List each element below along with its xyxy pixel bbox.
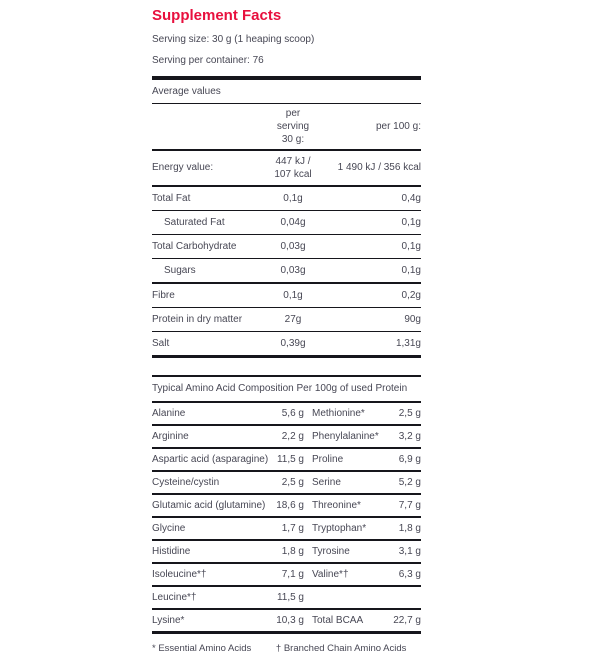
amino-name: Valine*† [312, 568, 349, 580]
energy-per-serving-value [253, 155, 333, 181]
amino-value: 5,2 g [398, 476, 421, 488]
nutrient-per-100g-value: 90g [404, 313, 421, 325]
amino-pair-right [312, 477, 421, 489]
nutrient-per-serving-value: 0,1g [283, 289, 303, 301]
amino-value: 3,1 g [398, 545, 421, 557]
amino-value: 7,7 g [398, 499, 421, 511]
average-values-row [152, 80, 421, 104]
amino-pair-left [152, 569, 304, 581]
amino-pair-right [312, 569, 421, 581]
amino-pair-left [152, 431, 304, 443]
nutrient-label: Total Fat [152, 192, 191, 204]
nutrient-label: Salt [152, 337, 170, 349]
nutrient-per-100g-value: 0,2g [401, 289, 421, 301]
amino-pair-left [152, 454, 304, 466]
amino-pair-left [152, 523, 304, 535]
per-serving-header-line2: serving [276, 121, 310, 132]
amino-name: Lysine* [152, 614, 185, 626]
amino-name: Methionine* [312, 407, 365, 419]
nutrient-label: Sugars [164, 264, 196, 276]
amino-value: 1,7 g [281, 522, 304, 534]
amino-row-glutamic-threonine [152, 495, 421, 518]
amino-pair-right [312, 500, 421, 512]
serving-per-container-text: Serving per container: 76 [152, 55, 264, 66]
amino-row-leucine [152, 587, 421, 610]
energy-per-serving-line2: 107 kcal [274, 169, 312, 180]
footnotes [152, 643, 421, 655]
nutrient-per-serving-value: 0,03g [280, 264, 306, 276]
amino-name: Proline [312, 453, 344, 465]
amino-value: 2,2 g [281, 430, 304, 442]
amino-value: 1,8 g [281, 545, 304, 557]
amino-pair-right [312, 615, 421, 627]
amino-value: 3,2 g [398, 430, 421, 442]
amino-name: Cysteine/cystin [152, 476, 220, 488]
amino-pair-right [312, 523, 421, 535]
nutrient-label: Saturated Fat [164, 216, 225, 228]
nutrient-per-serving-value: 0,1g [283, 192, 303, 204]
nutrient-row-sugars [152, 259, 421, 284]
amino-pair-right [312, 454, 421, 466]
page-title: Supplement Facts [152, 7, 282, 24]
amino-row-glycine-tryptophan [152, 518, 421, 541]
nutrient-per-serving-value: 27g [284, 313, 302, 325]
amino-pair-right [312, 408, 421, 420]
nutrient-row-saturated-fat [152, 211, 421, 235]
section-spacer [152, 358, 421, 375]
amino-value: 1,8 g [398, 522, 421, 534]
amino-name: Threonine* [312, 499, 361, 511]
footnote-bcaa: † Branched Chain Amino Acids [275, 643, 407, 654]
amino-pair-left [152, 592, 304, 604]
amino-pair-left [152, 408, 304, 420]
amino-pair-right [312, 546, 421, 558]
nutrient-row-total-carbohydrate [152, 235, 421, 259]
amino-section-heading: Typical Amino Acid Composition Per 100g of used Protein [152, 383, 408, 394]
per-serving-column-header [253, 104, 333, 149]
amino-value: 6,9 g [398, 453, 421, 465]
per-serving-header-line3: 30 g: [281, 134, 305, 145]
amino-name: Tryptophan* [312, 522, 367, 534]
average-values-label: Average values [152, 86, 221, 97]
nutrient-label: Total Carbohydrate [152, 240, 237, 252]
amino-row-aspartic-proline [152, 449, 421, 472]
nutrient-row-total-fat [152, 187, 421, 211]
serving-size-text: Serving size: 30 g (1 heaping scoop) [152, 34, 315, 45]
amino-pair-left [152, 500, 304, 512]
amino-pair-right [312, 431, 421, 443]
amino-row-cysteine-serine [152, 472, 421, 495]
nutrient-row-fibre [152, 284, 421, 308]
amino-name: Isoleucine*† [152, 568, 207, 580]
per-100g-column-header: per 100 g: [375, 120, 421, 132]
nutrient-per-100g-value: 0,4g [401, 192, 421, 204]
footnote-essential: * Essential Amino Acids [152, 643, 252, 654]
amino-value: 2,5 g [281, 476, 304, 488]
amino-value: 6,3 g [398, 568, 421, 580]
amino-row-lysine-total-bcaa [152, 610, 421, 634]
nutrient-label: Protein in dry matter [152, 313, 243, 325]
amino-row-alanine-methionine [152, 403, 421, 426]
amino-value: 18,6 g [276, 499, 304, 511]
amino-row-histidine-tyrosine [152, 541, 421, 564]
amino-row-isoleucine-valine [152, 564, 421, 587]
amino-name: Histidine [152, 545, 191, 557]
amino-name: Total BCAA [312, 614, 364, 626]
nutrient-per-serving-value: 0,39g [280, 337, 306, 349]
amino-name: Alanine [152, 407, 186, 419]
amino-name: Aspartic acid (asparagine) [152, 453, 269, 465]
nutrient-row-protein [152, 308, 421, 332]
amino-pair-left [152, 477, 304, 489]
nutrient-row-salt [152, 332, 421, 358]
amino-value: 2,5 g [398, 407, 421, 419]
nutrient-per-100g-value: 1,31g [395, 337, 421, 349]
amino-name: Leucine*† [152, 591, 197, 603]
nutrient-label: Fibre [152, 289, 175, 301]
column-header-row [152, 104, 421, 151]
amino-value: 7,1 g [281, 568, 304, 580]
energy-per-serving-line1: 447 kJ / [275, 156, 311, 167]
nutrient-per-100g-value: 0,1g [401, 216, 421, 228]
amino-pair-left [152, 615, 304, 627]
amino-value: 11,5 g [276, 453, 304, 465]
amino-pair-left [152, 546, 304, 558]
amino-name: Glutamic acid (glutamine) [152, 499, 266, 511]
amino-value: 22,7 g [393, 614, 421, 626]
amino-name: Phenylalanine* [312, 430, 379, 442]
nutrient-per-100g-value: 0,1g [401, 240, 421, 252]
nutrient-per-serving-value: 0,04g [280, 216, 306, 228]
amino-name: Tyrosine [312, 545, 350, 557]
amino-name: Arginine [152, 430, 189, 442]
amino-name: Serine [312, 476, 341, 488]
amino-value: 10,3 g [276, 614, 304, 626]
energy-per-100g-value: 1 490 kJ / 356 kcal [337, 162, 421, 173]
supplement-facts-label [152, 8, 421, 655]
amino-value: 11,5 g [276, 591, 304, 603]
amino-section-heading-row [152, 375, 421, 403]
amino-name: Glycine [152, 522, 186, 534]
amino-row-arginine-phenylalanine [152, 426, 421, 449]
nutrient-per-100g-value: 0,1g [401, 264, 421, 276]
energy-value-label: Energy value: [152, 162, 214, 173]
per-serving-header-line1: per [285, 108, 301, 119]
amino-value: 5,6 g [281, 407, 304, 419]
energy-value-row [152, 151, 421, 187]
nutrient-per-serving-value: 0,03g [280, 240, 306, 252]
